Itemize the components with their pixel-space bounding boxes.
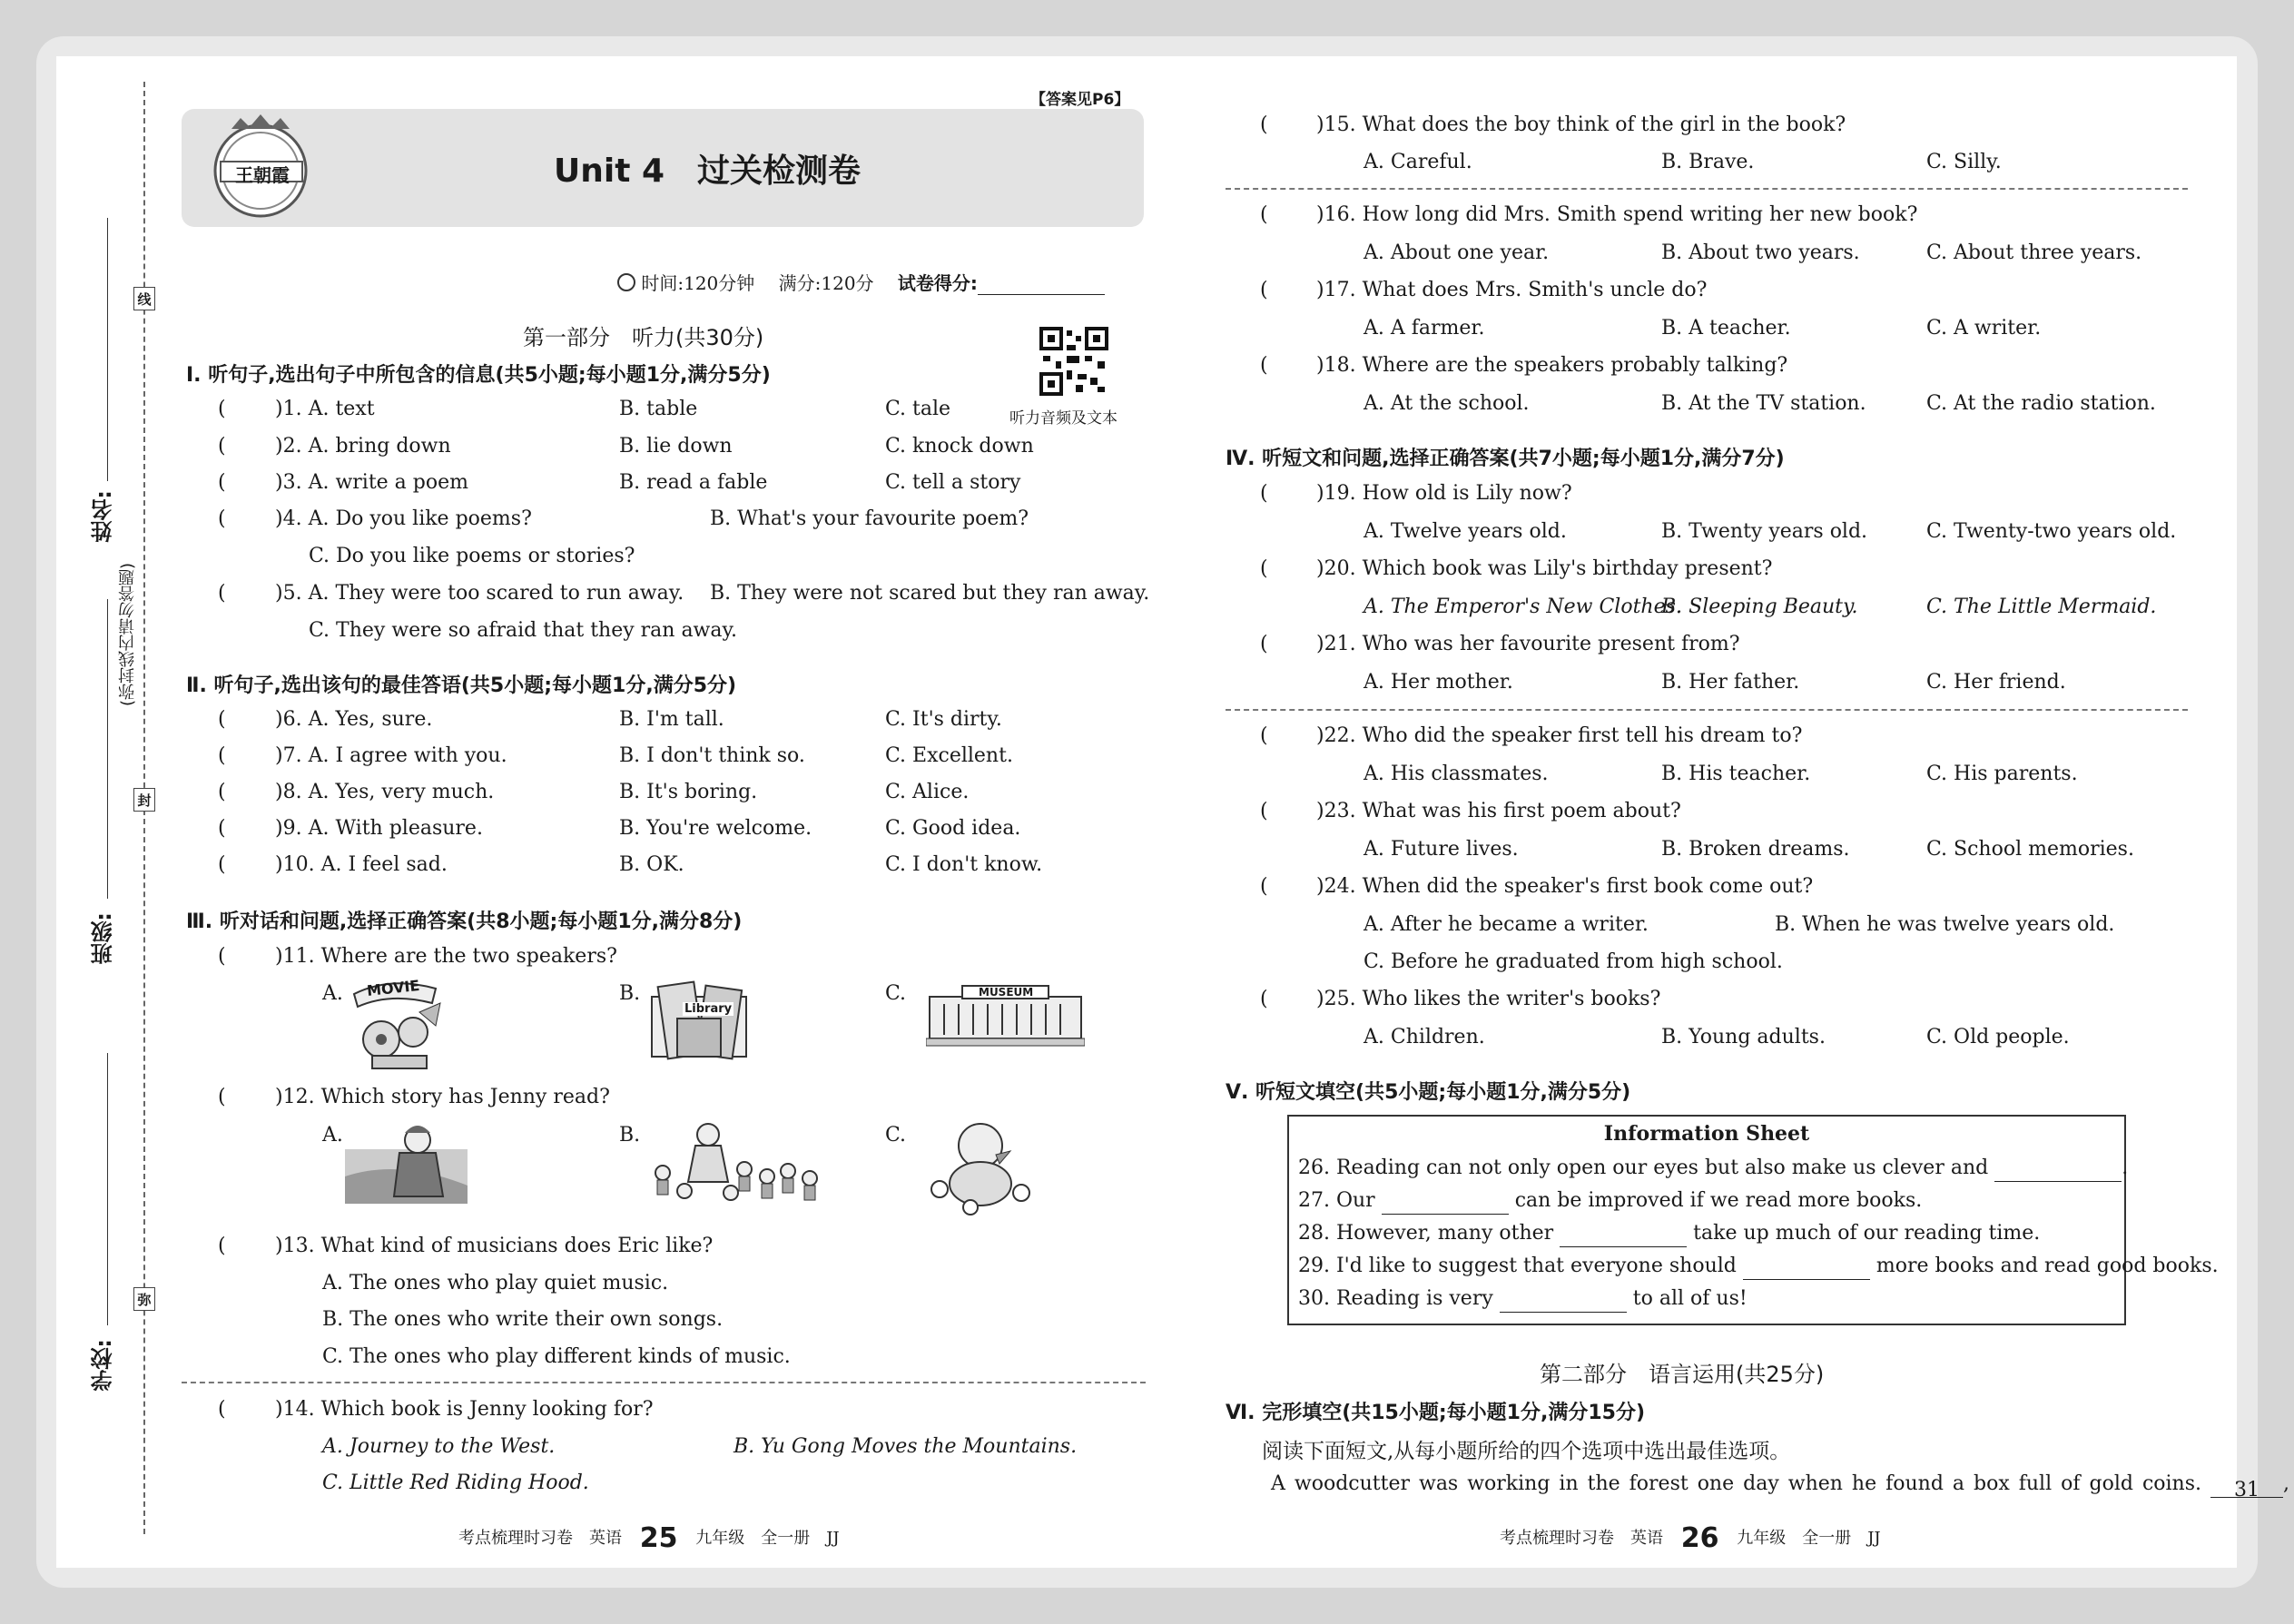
q11-label-a: A.	[322, 982, 343, 1005]
q11-paren[interactable]: (	[218, 945, 226, 968]
q23-paren[interactable]: (	[1260, 800, 1268, 822]
q15-paren[interactable]: (	[1260, 113, 1268, 136]
name-field[interactable]	[107, 218, 108, 481]
q8-option-b: B. It's boring.	[619, 781, 758, 803]
q25-option-a: A. Children.	[1364, 1026, 1485, 1048]
q1-paren[interactable]: (	[218, 398, 226, 420]
q12-label-c: C.	[885, 1124, 907, 1147]
qr-code-icon[interactable]	[1039, 327, 1108, 396]
q20-option-a: A. The Emperor's New Clothes.	[1364, 595, 1682, 618]
answer-reference: 【答案见P6】	[1030, 91, 1130, 109]
q13-option-b: B. The ones who write their own songs.	[322, 1308, 724, 1331]
q4-paren[interactable]: (	[218, 507, 226, 530]
item-26: 26. Reading can not only open our eyes but also make us clever and .	[1298, 1155, 2128, 1182]
q9-option-c: C. Good idea.	[885, 817, 1021, 840]
q19-paren[interactable]: (	[1260, 482, 1268, 505]
library-image[interactable]	[645, 979, 753, 1062]
q15-option-b: B. Brave.	[1661, 151, 1755, 173]
q18-paren[interactable]: (	[1260, 354, 1268, 377]
q13-paren[interactable]: (	[218, 1235, 226, 1257]
info-sheet-title: Information Sheet	[1603, 1122, 1810, 1146]
q6-paren[interactable]: (	[218, 708, 226, 731]
q8-paren[interactable]: (	[218, 781, 226, 803]
red-riding-hood-image[interactable]	[345, 1122, 468, 1204]
q16-paren[interactable]: (	[1260, 203, 1268, 226]
blank-26[interactable]	[1994, 1161, 2122, 1182]
school-label: 学校:	[91, 1339, 116, 1392]
q20-paren[interactable]: (	[1260, 557, 1268, 580]
q21-option-a: A. Her mother.	[1364, 671, 1513, 694]
q7-paren[interactable]: (	[218, 744, 226, 767]
score-field[interactable]	[978, 274, 1105, 295]
footer-left	[458, 1522, 840, 1554]
q18-option-a: A. At the school.	[1364, 392, 1530, 415]
q12-label-b: B.	[619, 1124, 641, 1147]
seal-notice: (弥封线内请勿答题)	[118, 563, 137, 707]
logo	[204, 111, 318, 224]
q24-paren[interactable]: (	[1260, 875, 1268, 898]
q16-question: )16. How long did Mrs. Smith spend writing her new book?	[1316, 203, 1918, 226]
section-2-heading: Ⅱ. 听句子,选出该句的最佳答语(共5小题;每小题1分,满分5分)	[186, 674, 737, 697]
q12-label-a: A.	[322, 1124, 343, 1147]
page-number-right: 26	[1680, 1522, 1719, 1554]
feng-box: 封	[133, 788, 155, 812]
q16-option-a: A. About one year.	[1364, 241, 1550, 264]
q24-question: )24. When did the speaker's first book come out?	[1316, 875, 1814, 898]
q19-option-c: C. Twenty-two years old.	[1926, 520, 2177, 543]
q21-option-c: C. Her friend.	[1926, 671, 2066, 694]
q23-question: )23. What was his first poem about?	[1316, 800, 1681, 822]
q4-option-c: C. Do you like poems or stories?	[309, 545, 635, 567]
logo-text: 王朝霞	[235, 164, 290, 186]
q13-question: )13. What kind of musicians does Eric like?	[275, 1235, 714, 1257]
q25-option-c: C. Old people.	[1926, 1026, 2070, 1048]
item-29: 29. I'd like to suggest that everyone should more books and read good books.	[1298, 1253, 2219, 1280]
q14-paren[interactable]: (	[218, 1398, 226, 1421]
q17-paren[interactable]: (	[1260, 279, 1268, 301]
q23-option-b: B. Broken dreams.	[1661, 838, 1850, 861]
q25-question: )25. Who likes the writer's books?	[1316, 988, 1661, 1010]
q3-option-c: C. tell a story	[885, 471, 1021, 494]
q13-option-a: A. The ones who play quiet music.	[322, 1272, 669, 1294]
q15-option-a: A. Careful.	[1364, 151, 1472, 173]
q9-paren[interactable]: (	[218, 817, 226, 840]
q20-option-c: C. The Little Mermaid.	[1926, 595, 2157, 618]
part2-title: 第二部分 语言运用(共25分)	[1540, 1362, 1825, 1387]
q7-option-b: B. I don't think so.	[619, 744, 805, 767]
class-label: 班级:	[91, 912, 116, 965]
q25-paren[interactable]: (	[1260, 988, 1268, 1010]
q3-option-b: B. read a fable	[619, 471, 768, 494]
q19-option-b: B. Twenty years old.	[1661, 520, 1868, 543]
section-4-heading: Ⅳ. 听短文和问题,选择正确答案(共7小题;每小题1分,满分7分)	[1226, 448, 1785, 470]
xian-box: 线	[133, 287, 155, 310]
q25-option-b: B. Young adults.	[1661, 1026, 1826, 1048]
library-sign: Library	[684, 1002, 733, 1016]
q9-option-b: B. You're welcome.	[619, 817, 812, 840]
footer-left-subject: 考点梳理时习卷 英语	[458, 1529, 622, 1548]
movie-theater-image[interactable]	[345, 976, 445, 1071]
q5-option-a: )5. A. They were too scared to run away.	[275, 582, 684, 605]
blank-30[interactable]	[1500, 1292, 1627, 1313]
clock-icon	[617, 273, 635, 291]
item-27: 27. Our can be improved if we read more books.	[1298, 1187, 1922, 1215]
q8-option-c: C. Alice.	[885, 781, 970, 803]
q7-option-a: )7. A. I agree with you.	[275, 744, 507, 767]
q18-option-c: C. At the radio station.	[1926, 392, 2156, 415]
section-1-heading: Ⅰ. 听句子,选出句子中所包含的信息(共5小题;每小题1分,满分5分)	[186, 364, 771, 387]
q17-option-a: A. A farmer.	[1364, 317, 1485, 340]
q22-option-a: A. His classmates.	[1364, 763, 1549, 785]
class-field[interactable]	[107, 599, 108, 899]
page-number-left: 25	[639, 1522, 678, 1554]
name-label: 姓名:	[91, 490, 116, 543]
q6-option-b: B. I'm tall.	[619, 708, 724, 731]
q21-option-b: B. Her father.	[1661, 671, 1800, 694]
page-title: Unit 4 过关检测卷	[554, 153, 861, 190]
section-6-instructions: 阅读下面短文,从每小题所给的四个选项中选出最佳选项。	[1262, 1440, 1791, 1463]
section-3-heading: Ⅲ. 听对话和问题,选择正确答案(共8小题;每小题1分,满分8分)	[186, 910, 743, 933]
q8-option-a: )8. A. Yes, very much.	[275, 781, 495, 803]
q3-option-a: )3. A. write a poem	[275, 471, 468, 494]
q4-option-a: )4. A. Do you like poems?	[275, 507, 532, 530]
q12-question: )12. Which story has Jenny read?	[275, 1086, 610, 1108]
q10-option-a: )10. A. I feel sad.	[275, 853, 448, 876]
footer-right	[1500, 1522, 1881, 1554]
q18-question: )18. Where are the speakers probably talking?	[1316, 354, 1788, 377]
q19-question: )19. How old is Lily now?	[1316, 482, 1572, 505]
q5-option-c: C. They were so afraid that they ran away.	[309, 619, 738, 642]
score-label: 试卷得分:	[897, 272, 978, 294]
q11-question: )11. Where are the two speakers?	[275, 945, 617, 968]
q20-option-b: B. Sleeping Beauty.	[1661, 595, 1858, 618]
section-6-heading: Ⅵ. 完形填空(共15小题;每小题1分,满分15分)	[1226, 1402, 1646, 1424]
museum-image[interactable]	[926, 982, 1085, 1048]
q14-question: )14. Which book is Jenny looking for?	[275, 1398, 654, 1421]
q16-option-c: C. About three years.	[1926, 241, 2142, 264]
q7-option-c: C. Excellent.	[885, 744, 1013, 767]
q5-paren[interactable]: (	[218, 582, 226, 605]
footer-right-grade: 九年级 全一册 JJ	[1737, 1529, 1881, 1548]
time-limit: 时间:120分钟	[641, 272, 755, 294]
ugly-duckling-image[interactable]	[912, 1118, 1039, 1218]
q14-option-a: A. Journey to the West.	[322, 1435, 556, 1458]
divider	[182, 1382, 1146, 1383]
q15-option-c: C. Silly.	[1926, 151, 2002, 173]
q1-option-a: )1. A. text	[275, 398, 375, 420]
q2-paren[interactable]: (	[218, 435, 226, 458]
q20-question: )20. Which book was Lily's birthday present?	[1316, 557, 1773, 580]
section-5-heading: Ⅴ. 听短文填空(共5小题;每小题1分,满分5分)	[1226, 1081, 1631, 1104]
blank-27[interactable]	[1382, 1194, 1509, 1215]
q22-paren[interactable]: (	[1260, 724, 1268, 747]
blank-29[interactable]	[1743, 1259, 1870, 1280]
q24-option-b: B. When he was twelve years old.	[1775, 913, 2115, 936]
q17-option-c: C. A writer.	[1926, 317, 2042, 340]
q11-label-c: C.	[885, 982, 907, 1005]
mi-box: 弥	[133, 1287, 155, 1311]
item-28: 28. However, many other take up much of our reading time.	[1298, 1220, 2040, 1247]
q15-question: )15. What does the boy think of the girl in the book?	[1316, 113, 1846, 136]
q24-option-a: A. After he became a writer.	[1364, 913, 1649, 936]
divider	[1226, 188, 2188, 190]
q21-question: )21. Who was her favourite present from?	[1316, 633, 1740, 655]
item-30: 30. Reading is very to all of us!	[1298, 1285, 1748, 1313]
footer-right-subject: 考点梳理时习卷 英语	[1500, 1529, 1663, 1548]
q23-option-a: A. Future lives.	[1364, 838, 1519, 861]
part1-title: 第一部分 听力(共30分)	[523, 325, 764, 350]
blank-31[interactable]: 31	[2210, 1477, 2283, 1498]
blank-28[interactable]	[1560, 1226, 1687, 1247]
q3-paren[interactable]: (	[218, 471, 226, 494]
q13-option-c: C. The ones who play different kinds of music.	[322, 1345, 791, 1368]
school-field[interactable]	[107, 1053, 108, 1325]
q22-option-c: C. His parents.	[1926, 763, 2078, 785]
footer-left-grade: 九年级 全一册 JJ	[695, 1529, 840, 1548]
q2-option-b: B. lie down	[619, 435, 733, 458]
q10-option-b: B. OK.	[619, 853, 684, 876]
q1-option-b: B. table	[619, 398, 698, 420]
q1-option-c: C. tale	[885, 398, 951, 420]
exam-info	[617, 269, 1105, 295]
q19-option-a: A. Twelve years old.	[1364, 520, 1567, 543]
q18-option-b: B. At the TV station.	[1661, 392, 1866, 415]
cloze-passage: A woodcutter was working in the forest one day when he found a box full of gold coins. 31 ,	[1271, 1472, 2289, 1501]
q11-label-b: B.	[619, 982, 641, 1005]
q12-paren[interactable]: (	[218, 1086, 226, 1108]
q4-option-b: B. What's your favourite poem?	[710, 507, 1029, 530]
paper	[56, 56, 2237, 1568]
movie-sign: MOVIE	[366, 977, 421, 999]
qr-caption: 听力音频及文本	[1009, 409, 1117, 428]
q17-option-b: B. A teacher.	[1661, 317, 1791, 340]
q5-option-b: B. They were not scared but they ran away.	[710, 582, 1150, 605]
q2-option-a: )2. A. bring down	[275, 435, 451, 458]
snow-white-image[interactable]	[645, 1118, 826, 1209]
divider	[1226, 709, 2188, 711]
q16-option-b: B. About two years.	[1661, 241, 1860, 264]
q21-paren[interactable]: (	[1260, 633, 1268, 655]
museum-sign: MUSEUM	[979, 986, 1034, 999]
q23-option-c: C. School memories.	[1926, 838, 2134, 861]
q9-option-a: )9. A. With pleasure.	[275, 817, 483, 840]
q14-option-b: B. Yu Gong Moves the Mountains.	[733, 1435, 1078, 1458]
q2-option-c: C. knock down	[885, 435, 1034, 458]
q22-option-b: B. His teacher.	[1661, 763, 1811, 785]
q10-option-c: C. I don't know.	[885, 853, 1043, 876]
q6-option-a: )6. A. Yes, sure.	[275, 708, 433, 731]
q22-question: )22. Who did the speaker first tell his dream to?	[1316, 724, 1803, 747]
q17-question: )17. What does Mrs. Smith's uncle do?	[1316, 279, 1708, 301]
q6-option-c: C. It's dirty.	[885, 708, 1002, 731]
q10-paren[interactable]: (	[218, 853, 226, 876]
full-score: 满分:120分	[778, 272, 874, 294]
q14-option-c: C. Little Red Riding Hood.	[322, 1471, 589, 1494]
q24-option-c: C. Before he graduated from high school.	[1364, 950, 1783, 973]
